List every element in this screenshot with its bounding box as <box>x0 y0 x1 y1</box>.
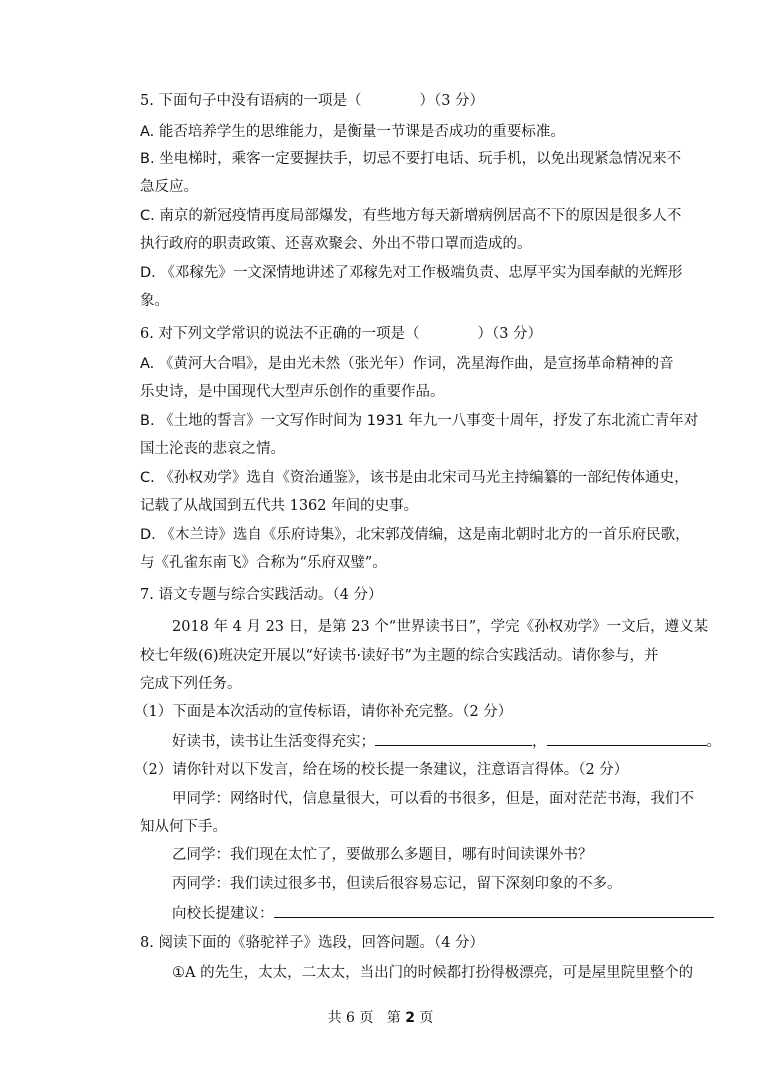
slogan-blank-2[interactable] <box>547 730 707 746</box>
q5-option-c-line1: C. 南京的新冠疫情再度局部爆发，有些地方每天新增病例居高不下的原因是很多人不 <box>140 208 682 224</box>
q5-option-c-line2: 执行政府的职责政策、还喜欢聚会、外出不带口罩而造成的。 <box>140 236 532 252</box>
q5-option-d-line1: D. 《邓稼先》一文深情地讲述了邓稼先对工作极端负责、忠厚平实为国奉献的光辉形 <box>140 265 683 281</box>
student-bing: 丙同学：我们读过很多书，但读后很容易忘记，留下深刻印象的不多。 <box>172 876 622 892</box>
q5-option-b-line1: B. 坐电梯时，乘客一定要握扶手，切忌不要打电话、玩手机，以免出现紧急情况来不 <box>140 151 682 167</box>
slogan-blank-1[interactable] <box>375 730 532 746</box>
q7-sub1: （1）下面是本次活动的宣传标语，请你补充完整。（2 分） <box>134 704 513 720</box>
q6-option-a-line1: A. 《黄河大合唱》，是由光未然（张光年）作词，冼星海作曲，是宣扬革命精神的音 <box>140 356 674 372</box>
q7-intro-line1: 2018 年 4 月 23 日，是第 23 个“世界读书日”，学完《孙权劝学》一文后，遵义某 <box>172 619 709 635</box>
page-footer <box>0 1008 761 1028</box>
q8-stem: 8. 阅读下面的《骆驼祥子》选段，回答问题。（4 分） <box>140 935 485 951</box>
q5-option-a: A. 能否培养学生的思维能力，是衡量一节课是否成功的重要标准。 <box>140 124 565 140</box>
page-number: 2 <box>405 1010 415 1026</box>
q6-option-b-line1: B. 《土地的誓言》一文写作时间为 1931 年九一八事变十周年，抒发了东北流亡青年对 <box>140 413 699 429</box>
q6-option-c-line1: C. 《孙权劝学》选自《资治通鉴》，该书是由北宋司马光主持编纂的一部纪传体通史， <box>140 470 689 486</box>
slogan-row <box>172 730 727 753</box>
q5-option-b-line2: 急反应。 <box>140 179 198 195</box>
advice-blank[interactable] <box>274 902 714 918</box>
q6-option-d-line1: D. 《木兰诗》选自《乐府诗集》，北宋郭茂倩编，这是南北朝时北方的一首乐府民歌， <box>140 527 690 543</box>
q6-stem: 6. 对下列文学常识的说法不正确的一项是（ ）（3 分） <box>140 326 543 342</box>
q5-option-d-line2: 象。 <box>140 293 169 309</box>
student-jia-line1: 甲同学：网络时代，信息量很大，可以看的书很多，但是，面对茫茫书海，我们不 <box>172 791 694 807</box>
total-pages: 共 6 页 <box>327 1010 374 1026</box>
page-suffix: 页 <box>419 1010 434 1026</box>
advice-label: 向校长提建议： <box>172 906 274 922</box>
q7-intro-line2: 校七年级(6)班决定开展以“好读书·读好书”为主题的综合实践活动。请你参与，并 <box>140 648 659 664</box>
slogan-comma: ， <box>532 734 547 750</box>
q6-option-a-line2: 乐史诗，是中国现代大型声乐创作的重要作品。 <box>140 384 445 400</box>
advice-row <box>172 902 725 925</box>
student-jia-line2: 知从何下手。 <box>140 819 227 835</box>
q7-stem: 7. 语文专题与综合实践活动。（4 分） <box>140 587 383 603</box>
slogan-end: 。 <box>706 734 721 750</box>
q7-sub2: （2）请你针对以下发言，给在场的校长提一条建议，注意语言得体。（2 分） <box>134 762 629 778</box>
q8-passage-line1: ①A 的先生，太太，二太太，当出门的时候都打扮得极漂亮，可是屋里院里整个的 <box>172 965 694 981</box>
q6-option-d-line2: 与《孔雀东南飞》合称为“乐府双璧”。 <box>140 555 387 571</box>
slogan-prefix: 好读书，读书让生活变得充实； <box>172 734 375 750</box>
q6-option-c-line2: 记载了从战国到五代共 1362 年间的史事。 <box>140 498 419 514</box>
student-yi: 乙同学：我们现在太忙了，要做那么多题目，哪有时间读课外书？ <box>172 847 593 863</box>
q6-option-b-line2: 国土沦丧的悲哀之情。 <box>140 441 285 457</box>
q5-stem: 5. 下面句子中没有语病的一项是（ ）（3 分） <box>140 93 485 109</box>
q7-intro-line3: 完成下列任务。 <box>140 676 242 692</box>
page-label: 第 <box>386 1010 401 1026</box>
